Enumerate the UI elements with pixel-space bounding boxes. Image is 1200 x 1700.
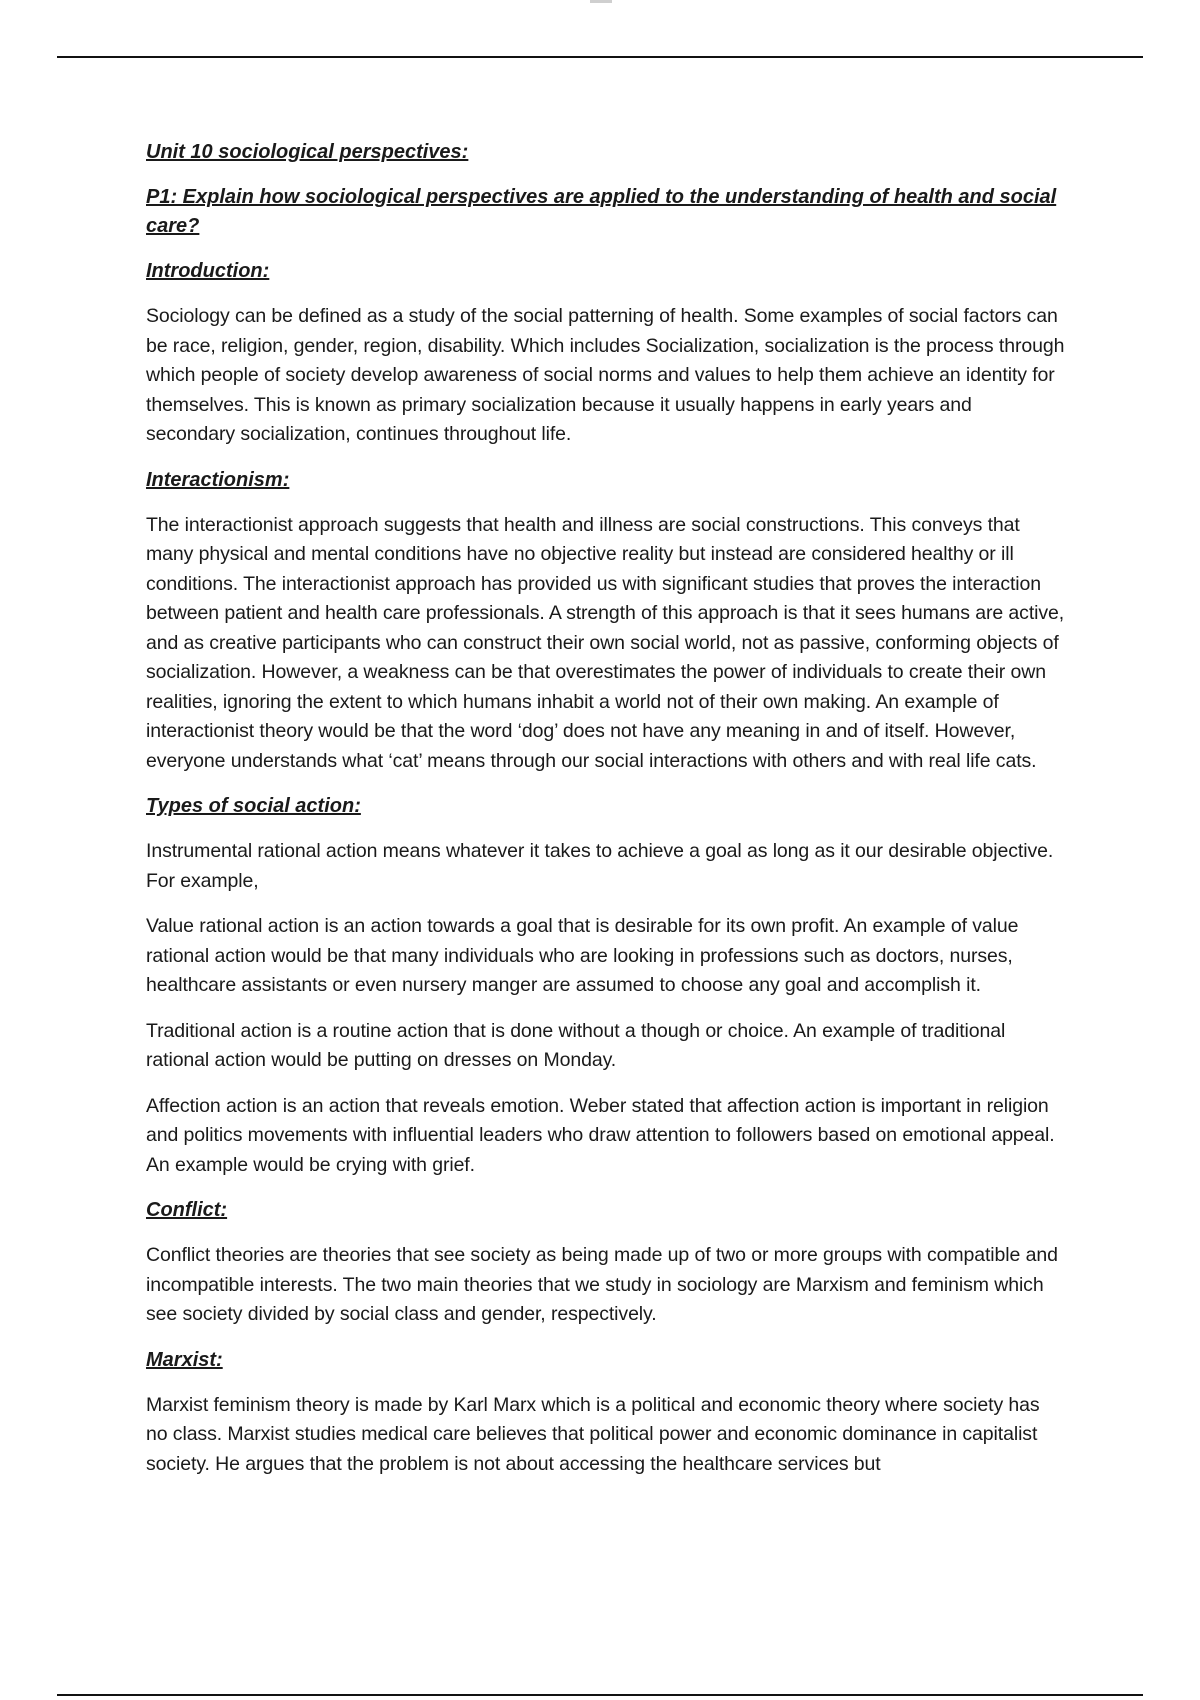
header-rule (57, 56, 1143, 58)
paragraph: The interactionist approach suggests that health and illness are social constructions. This conveys that many physical and mental conditions have no objective reality but instead are considered healthy or ill conditions. The interactionist approach has provided us with significant studies that proves the interaction between patient and health care professionals. A strength of this approach is that it sees humans are active, and as creative participants who can construct their own social world, not as passive, conforming objects of socialization. However, a weakness can be that overestimates the power of individuals to create their own realities, ignoring the extent to which humans inhabit a world not of their own making. An example of interactionist theory would be that the word ‘dog’ does not have any meaning in and of itself. However, everyone understands what ‘cat’ means through our social interactions with others and with real life cats. (146, 513, 1065, 772)
section-heading: Interactionism: (146, 468, 290, 491)
section-types-of-social-action (146, 792, 1066, 1180)
section-conflict (146, 1196, 1066, 1330)
paragraph: Traditional action is a routine action that is done without a though or choice. An example of traditional rational action would be putting on dresses on Monday. (146, 1019, 1006, 1071)
paragraph: Instrumental rational action means whatever it takes to achieve a goal as long as it our desirable objective. For example, (146, 840, 1054, 892)
section-heading: Introduction: (146, 260, 270, 282)
section-heading: Marxist: (146, 1348, 223, 1371)
assignment-question: P1: Explain how sociological perspectives are applied to the understanding of health and social care? (146, 186, 1057, 237)
section-interactionism (146, 466, 1066, 777)
footer-rule (57, 1694, 1143, 1696)
paragraph: Sociology can be defined as a study of the social patterning of health. Some examples of social factors can be race, religion, gender, region, disability. Which includes Socialization, socialization is the process through which people of society develop awareness of social norms and values to help them achieve an identity for themselves. This is known as primary socialization because it usually happens in early years and secondary socialization, continues throughout life. (146, 305, 1065, 445)
section-marxist (146, 1346, 1066, 1480)
document-title: Unit 10 sociological perspectives: (146, 141, 469, 163)
paragraph: Affection action is an action that reveals emotion. Weber stated that affection action is important in religion and politics movements with influential leaders who draw attention to followers based on emotional appeal. An example would be crying with grief. (146, 1094, 1055, 1176)
section-heading: Types of social action: (146, 795, 361, 817)
section-introduction (146, 257, 1066, 450)
section-heading: Conflict: (146, 1199, 228, 1221)
page-top-mark (590, 0, 612, 3)
paragraph: Value rational action is an action towards a goal that is desirable for its own profit. An example of value rational action would be that many individuals who are looking in professions such as doctors, nurses, healthcare assistants or even nursery manger are assumed to choose any goal and accomplish it. (146, 915, 1019, 996)
paragraph: Marxist feminism theory is made by Karl Marx which is a political and economic theory where society has no class. Marxist studies medical care believes that political power and economic dominance in capitalist society. He argues that the problem is not about accessing the healthcare services but (146, 1393, 1040, 1475)
paragraph: Conflict theories are theories that see society as being made up of two or more groups with compatible and incompatible interests. The two main theories that we study in sociology are Marxism and feminism which see society divided by social class and gender, respectively. (146, 1244, 1058, 1325)
document-body (146, 138, 1066, 1495)
